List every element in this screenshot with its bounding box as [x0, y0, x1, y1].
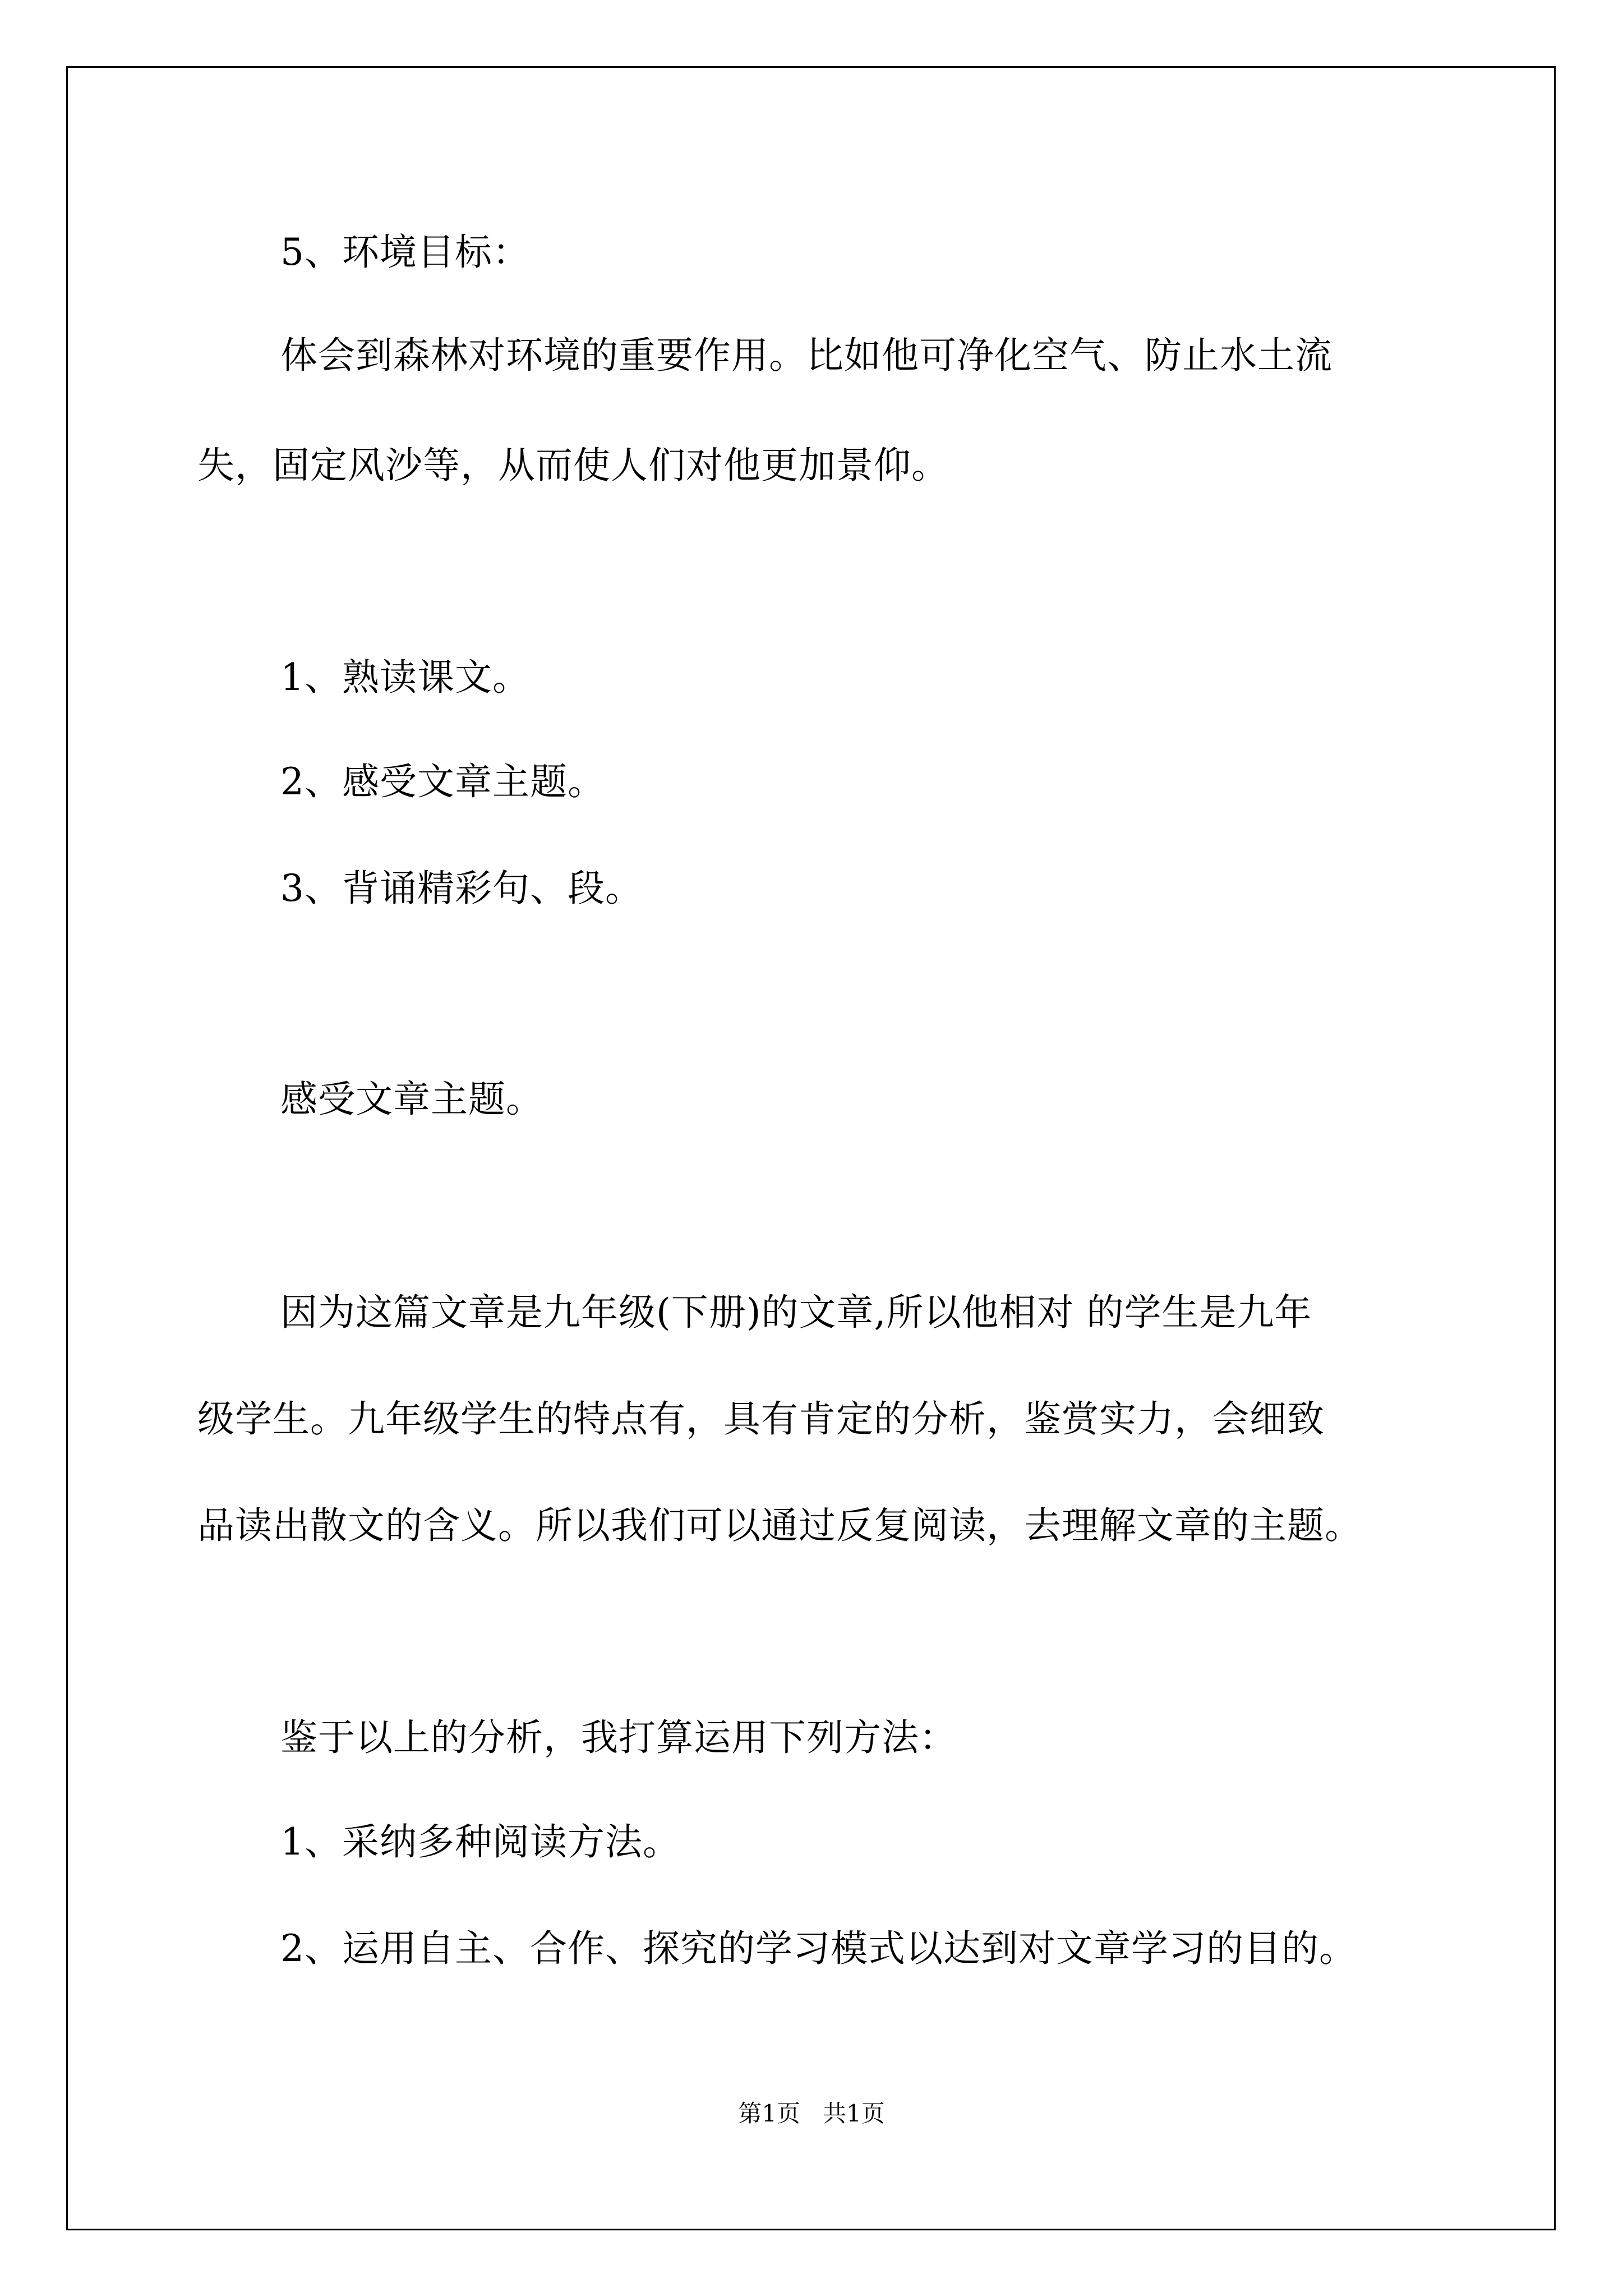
list-item: 3、背诵精彩句、段。: [280, 867, 643, 910]
paragraph-line: 品读出散文的含义。所以我们可以通过反复阅读，去理解文章的主题。: [197, 1504, 1362, 1547]
list-item: 1、熟读课文。: [280, 656, 530, 699]
list-item: 2、感受文章主题。: [280, 760, 605, 803]
paragraph-line: 鉴于以上的分析，我打算运用下列方法：: [280, 1716, 957, 1759]
paragraph-line: 体会到森林对环境的重要作用。比如他可净化空气、防止水土流: [280, 334, 1332, 377]
list-item: 2、运用自主、合作、探究的学习模式以达到对文章学习的目的。: [280, 1927, 1357, 1970]
page-footer: 第1页 共1页: [738, 2100, 885, 2127]
page-border: [66, 66, 1556, 2230]
paragraph-line: 级学生。九年级学生的特点有，具有肯定的分析，鉴赏实力，会细致: [197, 1397, 1325, 1441]
paragraph-line: 因为这篇文章是九年级(下册)的文章,所以他相对 的学生是九年: [280, 1291, 1312, 1334]
section-heading: 感受文章主题。: [280, 1078, 543, 1121]
list-item: 1、采纳多种阅读方法。: [280, 1820, 680, 1864]
paragraph-line: 失，固定风沙等，从而使人们对他更加景仰。: [197, 444, 949, 487]
environment-goal-heading: 5、环境目标：: [280, 231, 530, 274]
